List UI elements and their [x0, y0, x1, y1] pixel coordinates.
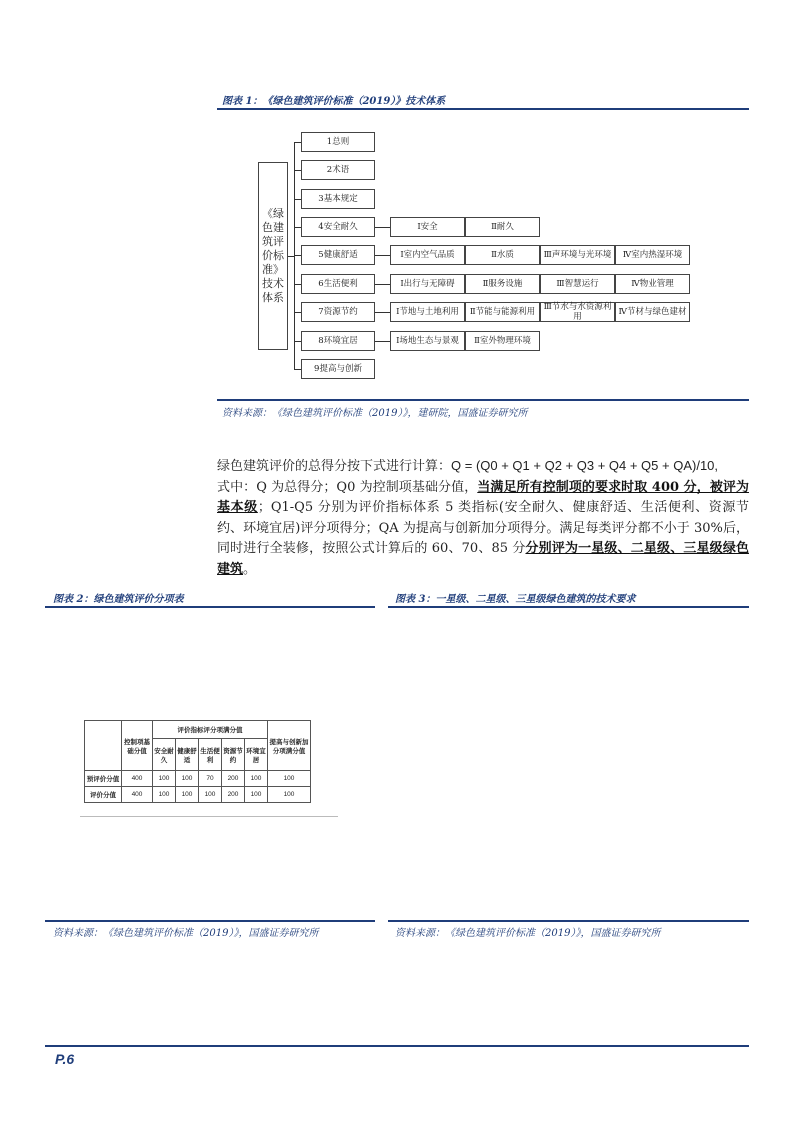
sub-box-7-1: Ⅰ节地与土地利用 — [390, 302, 465, 322]
branch-tick — [294, 227, 301, 228]
branch-tick — [294, 312, 301, 313]
score-table — [84, 720, 311, 803]
para-text-1: 绿色建筑评价的总得分按下式进行计算： — [217, 459, 452, 474]
sub-box-5-3: Ⅲ声环境与光环境 — [540, 245, 615, 265]
branch-tick — [294, 170, 301, 171]
category-box-8: 8环境宜居 — [301, 331, 375, 351]
table-underline — [80, 816, 338, 817]
table-cell: 100 — [268, 771, 311, 787]
table-cell: 100 — [153, 771, 176, 787]
fig3-caption: 图表 3：一星级、二星级、三星级绿色建筑的技术要求 — [395, 594, 636, 605]
connector — [375, 341, 390, 342]
branch-tick — [294, 255, 301, 256]
row-label: 评价分值 — [85, 787, 122, 803]
branch-tick — [294, 199, 301, 200]
sub-box-6-4: Ⅳ物业管理 — [615, 274, 690, 294]
header-col-1: 安全耐久 — [153, 739, 176, 771]
sub-box-8-1: Ⅰ场地生态与景观 — [390, 331, 465, 351]
fig2-source: 资料来源：《绿色建筑评价标准（2019）》，国盛证券研究所 — [53, 928, 319, 939]
para-emphasis-2: 分别评为一星级、二星级、三星级绿色建筑 — [217, 541, 749, 577]
table-cell: 400 — [122, 787, 153, 803]
category-box-7: 7资源节约 — [301, 302, 375, 322]
connector — [375, 227, 390, 228]
sub-box-5-4: Ⅳ室内热湿环境 — [615, 245, 690, 265]
sub-box-5-1: Ⅰ室内空气品质 — [390, 245, 465, 265]
row-label: 预评价分值 — [85, 771, 122, 787]
sub-box-6-2: Ⅱ服务设施 — [465, 274, 540, 294]
fig3-bottom-rule — [388, 920, 749, 922]
sub-box-8-2: Ⅱ室外物理环境 — [465, 331, 540, 351]
table-cell: 400 — [122, 771, 153, 787]
header-col-5: 环境宜居 — [245, 739, 268, 771]
diagram-root-box: 《绿色建筑评价标准》技术体系 — [258, 162, 288, 350]
table-cell: 100 — [153, 787, 176, 803]
table-corner-cell — [85, 721, 122, 771]
connector — [375, 255, 390, 256]
page-number: P.6 — [55, 1051, 75, 1067]
fig1-bottom-rule — [217, 399, 749, 401]
category-box-9: 9提高与创新 — [301, 359, 375, 379]
table-cell: 200 — [222, 787, 245, 803]
branch-tick — [294, 369, 301, 370]
header-col-4: 资源节约 — [222, 739, 245, 771]
fig1-caption: 图表 1：《绿色建筑评价标准（2019）》技术体系 — [222, 96, 446, 107]
para-text-2: 式中：Q 为总得分；Q0 为控制项基础分值， — [217, 479, 478, 495]
sub-box-4-1: Ⅰ安全 — [390, 217, 465, 237]
para-emphasis-1: 当满足所有控制项的要求时取 400 分，被评为基本级 — [217, 479, 749, 515]
sub-box-6-3: Ⅲ智慧运行 — [540, 274, 615, 294]
trunk-line — [294, 142, 295, 370]
sub-box-7-3: Ⅲ节水与水资源利用 — [540, 302, 615, 322]
header-col-2: 健康舒适 — [176, 739, 199, 771]
category-box-6: 6生活便利 — [301, 274, 375, 294]
category-box-5: 5健康舒适 — [301, 245, 375, 265]
table-cell: 200 — [222, 771, 245, 787]
body-paragraph — [217, 456, 749, 580]
category-box-3: 3基本规定 — [301, 189, 375, 209]
category-box-1: 1总则 — [301, 132, 375, 152]
header-group: 评价指标评分项满分值 — [153, 721, 268, 739]
table-cell: 100 — [176, 771, 199, 787]
sub-box-5-2: Ⅱ水质 — [465, 245, 540, 265]
header-extra: 提高与创新加分项满分值 — [268, 721, 311, 771]
footer-rule — [45, 1045, 749, 1047]
table-row — [85, 771, 311, 787]
header-base-score: 控制项基础分值 — [122, 721, 153, 771]
para-formula: Q = (Q0 + Q1 + Q2 + Q3 + Q4 + Q5 + QA)/10, — [451, 458, 719, 473]
table-cell: 100 — [245, 787, 268, 803]
para-end: 。 — [243, 561, 257, 577]
fig1-source: 资料来源：《绿色建筑评价标准（2019）》，建研院，国盛证券研究所 — [222, 408, 528, 419]
connector — [375, 284, 390, 285]
category-box-4: 4安全耐久 — [301, 217, 375, 237]
table-cell: 100 — [245, 771, 268, 787]
fig2-top-rule — [45, 606, 375, 608]
fig2-bottom-rule — [45, 920, 375, 922]
fig2-caption: 图表 2：绿色建筑评价分项表 — [53, 594, 184, 605]
fig3-top-rule — [388, 606, 749, 608]
sub-box-4-2: Ⅱ耐久 — [465, 217, 540, 237]
category-box-2: 2术语 — [301, 160, 375, 180]
table-cell: 100 — [176, 787, 199, 803]
table-cell: 100 — [268, 787, 311, 803]
sub-box-6-1: Ⅰ出行与无障碍 — [390, 274, 465, 294]
header-col-3: 生活便利 — [199, 739, 222, 771]
branch-tick — [294, 341, 301, 342]
fig1-top-rule — [217, 108, 749, 110]
sub-box-7-2: Ⅱ节能与能源利用 — [465, 302, 540, 322]
para-text-3: ；Q1-Q5 分别为评价指标体系 5 类指标(安全耐久、健康舒适、生活便利、资源节约、环境宜居)评分项得分；QA 为提高与创新加分项得分。满足每类评分都不小于 30%后，同时进行全装修，按照公式计算后的 60、70、85 分 — [217, 500, 749, 556]
fig3-source: 资料来源：《绿色建筑评价标准（2019）》，国盛证券研究所 — [395, 928, 661, 939]
branch-tick — [294, 284, 301, 285]
table-row — [85, 787, 311, 803]
sub-box-7-4: Ⅳ节材与绿色建材 — [615, 302, 690, 322]
table-cell: 100 — [199, 787, 222, 803]
table-cell: 70 — [199, 771, 222, 787]
connector — [375, 312, 390, 313]
branch-tick — [294, 142, 301, 143]
